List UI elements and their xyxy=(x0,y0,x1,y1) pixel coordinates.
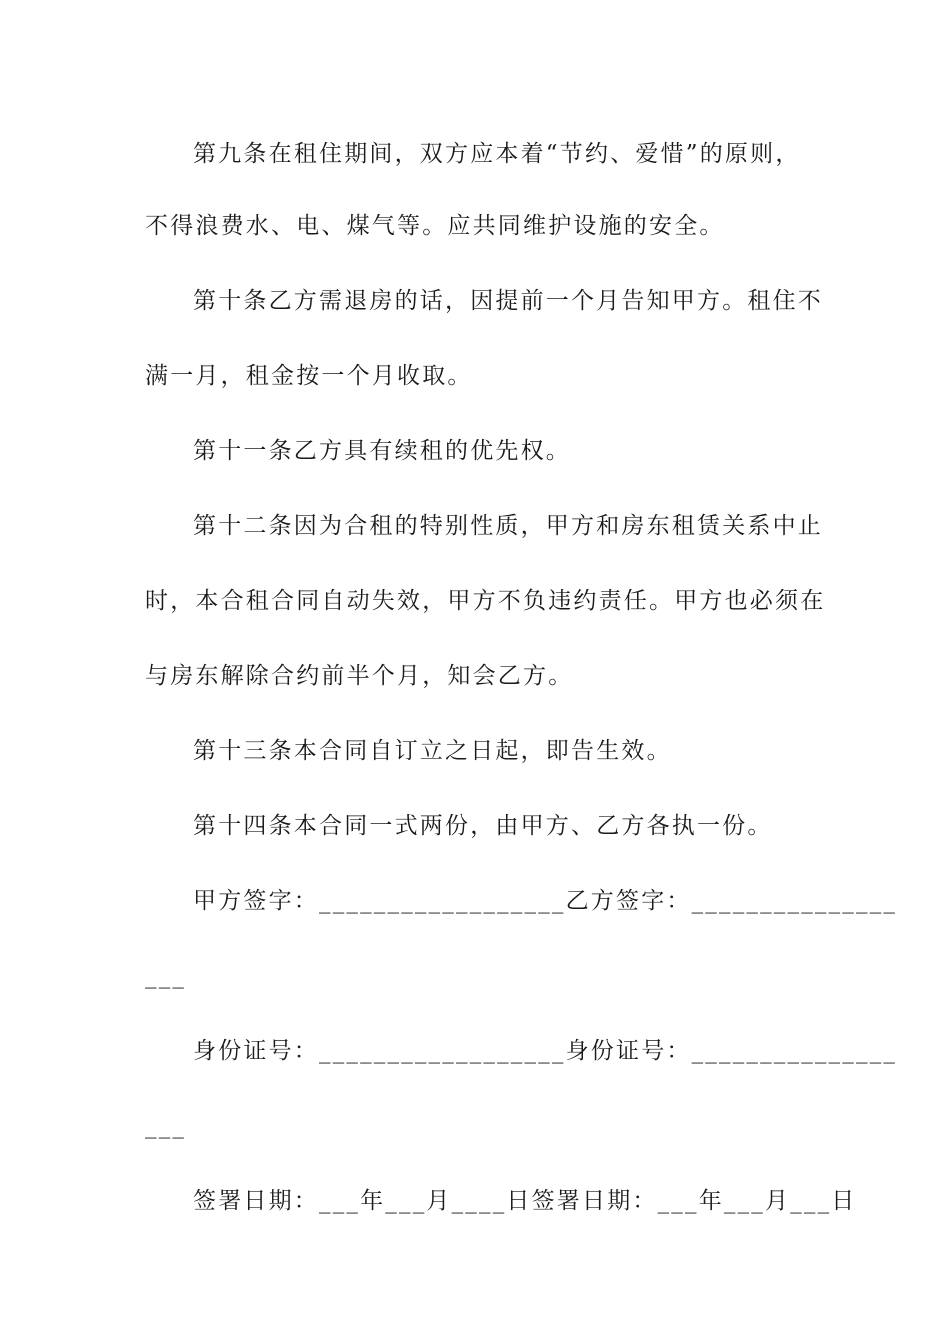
id-number-line: 身份证号：__________________身份证号：_______________ xyxy=(193,1038,898,1064)
article-13-line-1: 第十三条本合同自订立之日起，即告生效。 xyxy=(193,738,672,764)
signature-line-continuation: ___ xyxy=(145,963,187,989)
article-12-line-3: 与房东解除合约前半个月，知会乙方。 xyxy=(145,663,574,689)
article-11-line-1: 第十一条乙方具有续租的优先权。 xyxy=(193,438,571,464)
article-12-line-2: 时，本合租合同自动失效，甲方不负违约责任。甲方也必须在 xyxy=(145,588,826,614)
article-14-line-1: 第十四条本合同一式两份，由甲方、乙方各执一份。 xyxy=(193,813,773,839)
signature-line: 甲方签字：__________________乙方签字：_______________ xyxy=(193,888,898,914)
article-10-line-1: 第十条乙方需退房的话，因提前一个月告知甲方。租住不 xyxy=(193,288,823,314)
article-9-line-1: 第九条在租住期间，双方应本着“节约、爱惜”的原则， xyxy=(193,141,801,167)
signing-date-line: 签署日期：___年___月____日签署日期：___年___月___日 xyxy=(193,1188,857,1214)
id-number-line-continuation: ___ xyxy=(145,1113,187,1139)
article-12-line-1: 第十二条因为合租的特别性质，甲方和房东租赁关系中止 xyxy=(193,513,823,539)
article-10-line-2: 满一月，租金按一个月收取。 xyxy=(145,363,473,389)
article-9-line-2: 不得浪费水、电、煤气等。应共同维护设施的安全。 xyxy=(145,213,725,239)
